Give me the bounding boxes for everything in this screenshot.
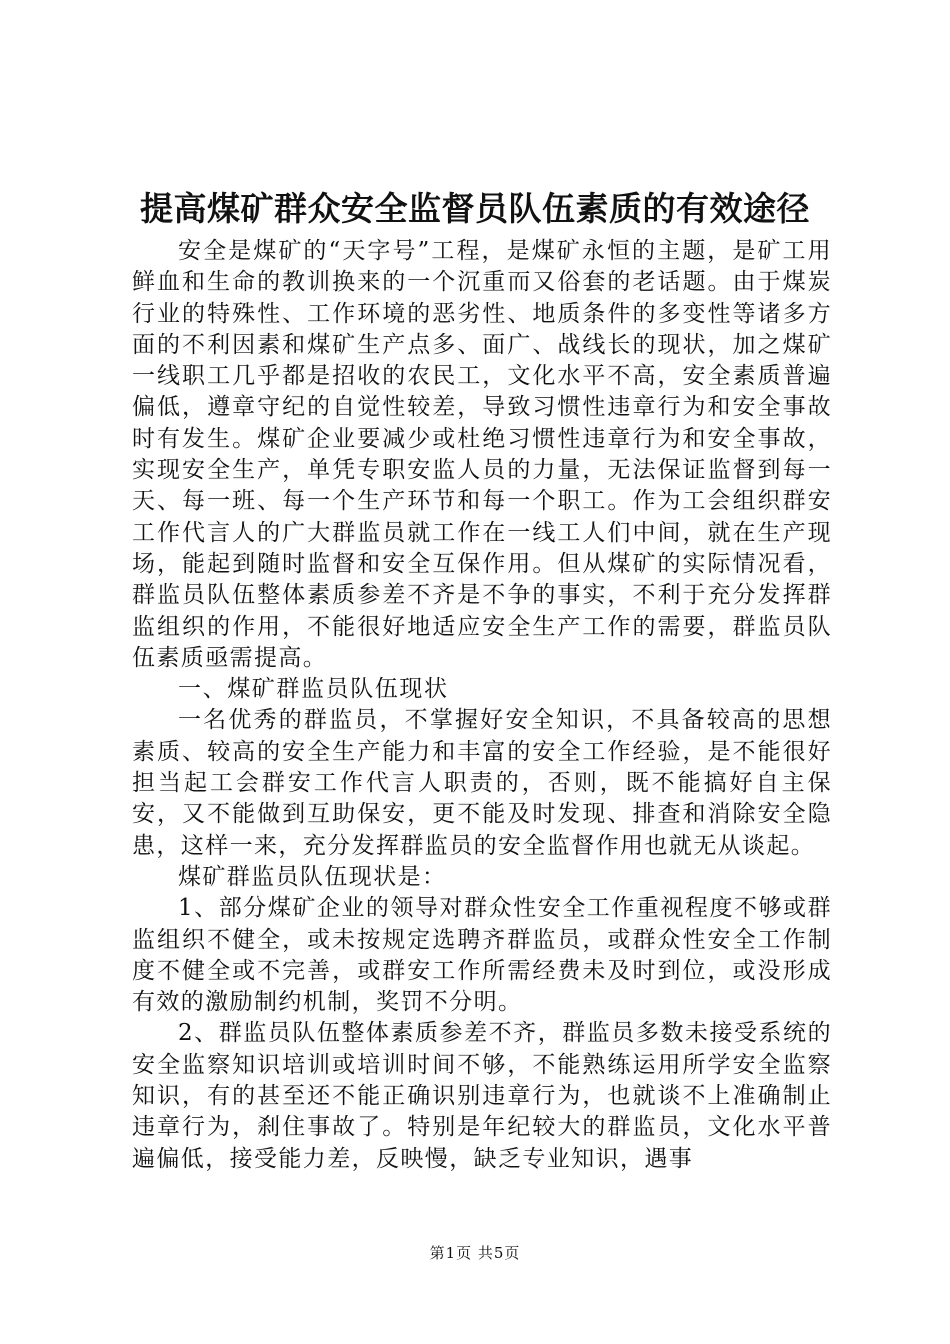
document-title: 提高煤矿群众安全监督员队伍素质的有效途径 bbox=[140, 189, 810, 228]
paragraph-ideal-monitor: 一名优秀的群监员，不掌握好安全知识，不具备较高的思想素质、较高的安全生产能力和丰富的安全工作经验，是不能很好担当起工会群安工作代言人职责的，否则，既不能搞好自主保安，又不能做到互助保安，更不能及时发现、排查和消除安全隐患，这样一来，充分发挥群监员的安全监督作用也就无从谈起。 bbox=[132, 707, 832, 859]
page-number-footer: 第1页 共5页 bbox=[429, 1244, 521, 1262]
paragraph-status-lead: 煤矿群监员队伍现状是： bbox=[178, 863, 447, 890]
paragraph-item-2: 2、群监员队伍整体素质参差不齐，群监员多数未接受系统的安全监察知识培训或培训时间不够，不能熟练运用所学安全监察知识，有的甚至还不能正确识别违章行为，也就谈不上准确制止违章行为，刹住事故了。特别是年纪较大的群监员，文化水平普遍偏低，接受能力差，反映慢，缺乏专业知识，遇事 bbox=[132, 1020, 832, 1172]
paragraph-intro: 安全是煤矿的“天字号”工程，是煤矿永恒的主题，是矿工用鲜血和生命的教训换来的一个沉重而又俗套的老话题。由于煤炭行业的特殊性、工作环境的恶劣性、地质条件的多变性等诸多方面的不利因素和煤矿生产点多、面广、战线长的现状，加之煤矿一线职工几乎都是招收的农民工，文化水平不高，安全素质普遍偏低，遵章守纪的自觉性较差，导致习惯性违章行为和安全事故时有发生。煤矿企业要减少或杜绝习惯性违章行为和安全事故，实现安全生产，单凭专职安监人员的力量，无法保证监督到每一天、每一班、每一个生产环节和每一个职工。作为工会组织群安工作代言人的广大群监员就工作在一线工人们中间，就在生产现场，能起到随时监督和安全互保作用。但从煤矿的实际情况看，群监员队伍整体素质参差不齐是不争的事实，不利于充分发挥群监组织的作用，不能很好地适应安全生产工作的需要，群监员队伍素质亟需提高。 bbox=[132, 238, 832, 671]
document-body bbox=[132, 236, 832, 1175]
section-heading-1: 一、煤矿群监员队伍现状 bbox=[178, 676, 449, 703]
paragraph-item-1: 1、部分煤矿企业的领导对群众性安全工作重视程度不够或群监组织不健全，或未按规定选聘齐群监员，或群众性安全工作制度不健全或不完善，或群安工作所需经费未及时到位，或没形成有效的激励制约机制，奖罚不分明。 bbox=[132, 895, 832, 1016]
